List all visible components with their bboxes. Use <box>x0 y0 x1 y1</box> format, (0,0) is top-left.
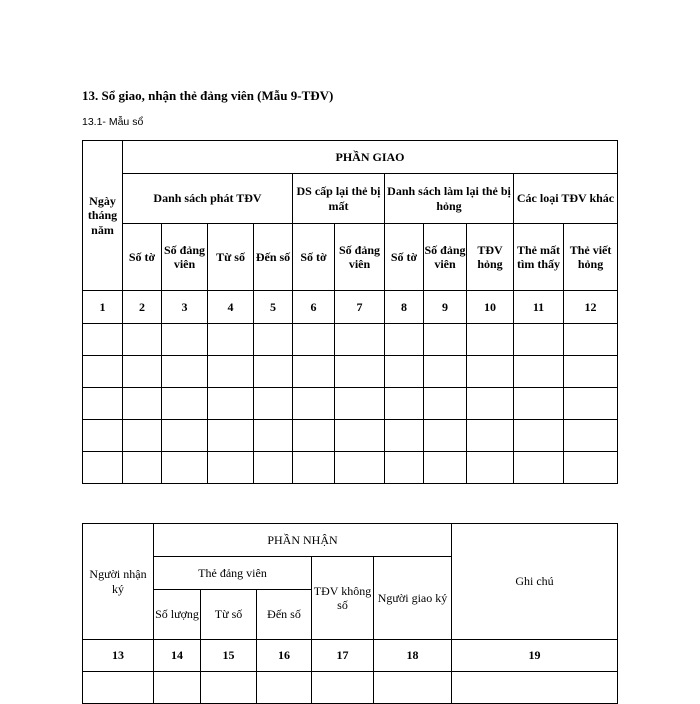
column-header: Số tờ <box>123 224 162 291</box>
column-header: Số tờ <box>385 224 424 291</box>
phan-nhan-title: PHẦN NHẬN <box>154 524 452 557</box>
column-number: 12 <box>564 291 618 324</box>
empty-row <box>83 356 618 388</box>
section-subheading: 13.1- Mẫu sổ <box>82 116 144 128</box>
notes-header: Ghi chú <box>452 524 618 640</box>
column-header: Số tờ <box>293 224 335 291</box>
phan-giao-title: PHẦN GIAO <box>123 141 618 174</box>
column-number: 2 <box>123 291 162 324</box>
column-header: Thẻ mất tìm thấy <box>514 224 564 291</box>
date-header: Ngày tháng năm <box>83 141 123 291</box>
column-number: 5 <box>254 291 293 324</box>
column-number: 14 <box>154 640 201 672</box>
empty-row <box>83 388 618 420</box>
column-header: Số đảng viên <box>162 224 208 291</box>
column-number: 4 <box>208 291 254 324</box>
column-number: 6 <box>293 291 335 324</box>
card-group-header: Thẻ đảng viên <box>154 557 312 590</box>
column-header: TĐV hỏng <box>467 224 514 291</box>
column-header: Số lượng <box>154 590 201 640</box>
receiver-header: Người nhận ký <box>83 524 154 640</box>
column-header: Đến số <box>254 224 293 291</box>
giver-header: Người giao ký <box>374 557 452 640</box>
column-number: 7 <box>335 291 385 324</box>
unnumbered-card-header: TĐV không số <box>312 557 374 640</box>
column-header: Số đảng viên <box>335 224 385 291</box>
column-number: 13 <box>83 640 154 672</box>
column-number: 18 <box>374 640 452 672</box>
column-header: Số đảng viên <box>424 224 467 291</box>
empty-row <box>83 324 618 356</box>
group-header-issue: Danh sách phát TĐV <box>123 174 293 224</box>
column-number: 11 <box>514 291 564 324</box>
column-header: Từ số <box>201 590 257 640</box>
column-number: 1 <box>83 291 123 324</box>
column-header: Đến số <box>257 590 312 640</box>
column-number: 10 <box>467 291 514 324</box>
empty-row <box>83 452 618 484</box>
column-number: 19 <box>452 640 618 672</box>
group-header-damaged: Danh sách làm lại thẻ bị hỏng <box>385 174 514 224</box>
empty-row <box>83 420 618 452</box>
column-number: 9 <box>424 291 467 324</box>
nhan-table <box>82 523 618 704</box>
column-header: Từ số <box>208 224 254 291</box>
column-number: 8 <box>385 291 424 324</box>
section-heading: 13. Sổ giao, nhận thẻ đảng viên (Mẫu 9-TĐV) <box>82 88 334 103</box>
giao-table <box>82 140 618 484</box>
column-number: 15 <box>201 640 257 672</box>
empty-row <box>83 672 618 704</box>
column-number: 16 <box>257 640 312 672</box>
column-number: 3 <box>162 291 208 324</box>
group-header-other: Các loại TĐV khác <box>514 174 618 224</box>
column-header: Thẻ viết hỏng <box>564 224 618 291</box>
column-number: 17 <box>312 640 374 672</box>
group-header-lost: DS cấp lại thẻ bị mất <box>293 174 385 224</box>
